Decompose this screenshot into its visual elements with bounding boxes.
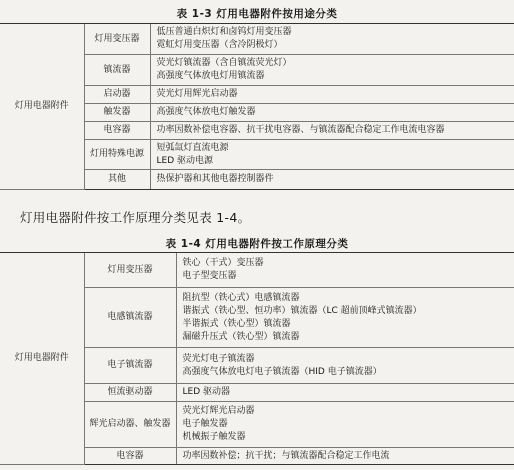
type-cell: 电感镇流器 [84,288,176,348]
type-cell: 辉光启动器、触发器 [84,402,176,448]
description-line: 荧光灯镇流器（含自镇流荧光灯） [156,58,292,68]
description-line: 霓虹灯用变压器（含冷阴极灯） [156,40,283,50]
type-cell: 电容器 [84,448,176,465]
description-cell [150,55,514,86]
type-cell: 镇流器 [84,55,150,86]
description-line: 高强度气体放电灯电子镇流器（HID 电子镇流器） [182,366,382,377]
description-line: 荧光灯电子镇流器 [182,353,255,364]
description-cell [150,24,514,55]
description-cell [150,104,514,122]
description-line: 漏磁升压式（铁心型）镇流器 [182,331,300,342]
description-line: 功率因数补偿电容器、抗干扰电容器、与镇流器配合稳定工作电流电容器 [156,125,445,135]
table-1-3-caption: 表 1-3 灯用电器附件按用途分类 [176,8,338,20]
table-1-3 [0,23,514,190]
description-cell [176,253,514,288]
description-cell [150,140,514,170]
description-cell [150,170,514,190]
table-1-3-body [0,24,514,190]
description-line: LED 驱动器 [182,387,230,397]
table-row [0,24,514,55]
description-line: 半谐振式（铁心型）镇流器 [182,318,291,329]
description-line: 铁心（干式）变压器 [182,258,264,268]
type-cell: 触发器 [84,104,150,122]
description-cell [176,288,514,348]
type-cell: 启动器 [84,86,150,104]
description-line: 机械振子触发器 [182,432,246,442]
description-line: 短弧氙灯直流电源 [156,142,229,153]
type-cell: 恒流驱动器 [84,384,176,402]
type-cell: 电容器 [84,122,150,140]
description-cell [176,348,514,384]
category-cell: 灯用电器附件 [0,253,84,465]
description-cell [176,448,514,465]
type-cell: 灯用特殊电源 [84,140,150,170]
type-cell: 电子镇流器 [84,348,176,384]
description-cell [176,402,514,448]
description-line: 谐振式（铁心型、恒功率）镇流器（LC 超前顶峰式镇流器） [182,305,422,316]
table-1-4-caption: 表 1-4 灯用电器附件按工作原理分类 [165,238,349,250]
description-cell [176,384,514,402]
intro-paragraph: 灯用电器附件按工作原理分类见表 1-4。 [20,210,251,225]
description-line: LED 驱动电源 [156,155,213,166]
table-1-4-body [0,253,514,465]
type-cell: 灯用变压器 [84,253,176,288]
description-cell [150,86,514,104]
description-cell [150,122,514,140]
description-line: 电子型变压器 [182,271,237,281]
type-cell: 灯用变压器 [84,24,150,55]
description-line: 电子触发器 [182,419,228,429]
table-row [0,253,514,288]
description-line: 荧光灯辉光启动器 [182,406,255,416]
type-cell: 其他 [84,170,150,190]
description-line: 功率因数补偿；抗干扰；与镇流器配合稳定工作电流 [182,450,390,461]
description-line: 热保护器和其他电器控制器件 [156,174,274,184]
category-cell: 灯用电器附件 [0,24,84,190]
description-line: 低压普通白炽灯和卤钨灯用变压器 [156,27,292,37]
table-1-4 [0,252,514,465]
description-line: 高强度气体放电灯用镇流器 [156,71,265,81]
description-line: 高强度气体放电灯触发器 [156,107,256,117]
description-line: 荧光灯用辉光启动器 [156,89,238,99]
description-line: 阻抗型（铁心式）电感镇流器 [182,292,300,303]
